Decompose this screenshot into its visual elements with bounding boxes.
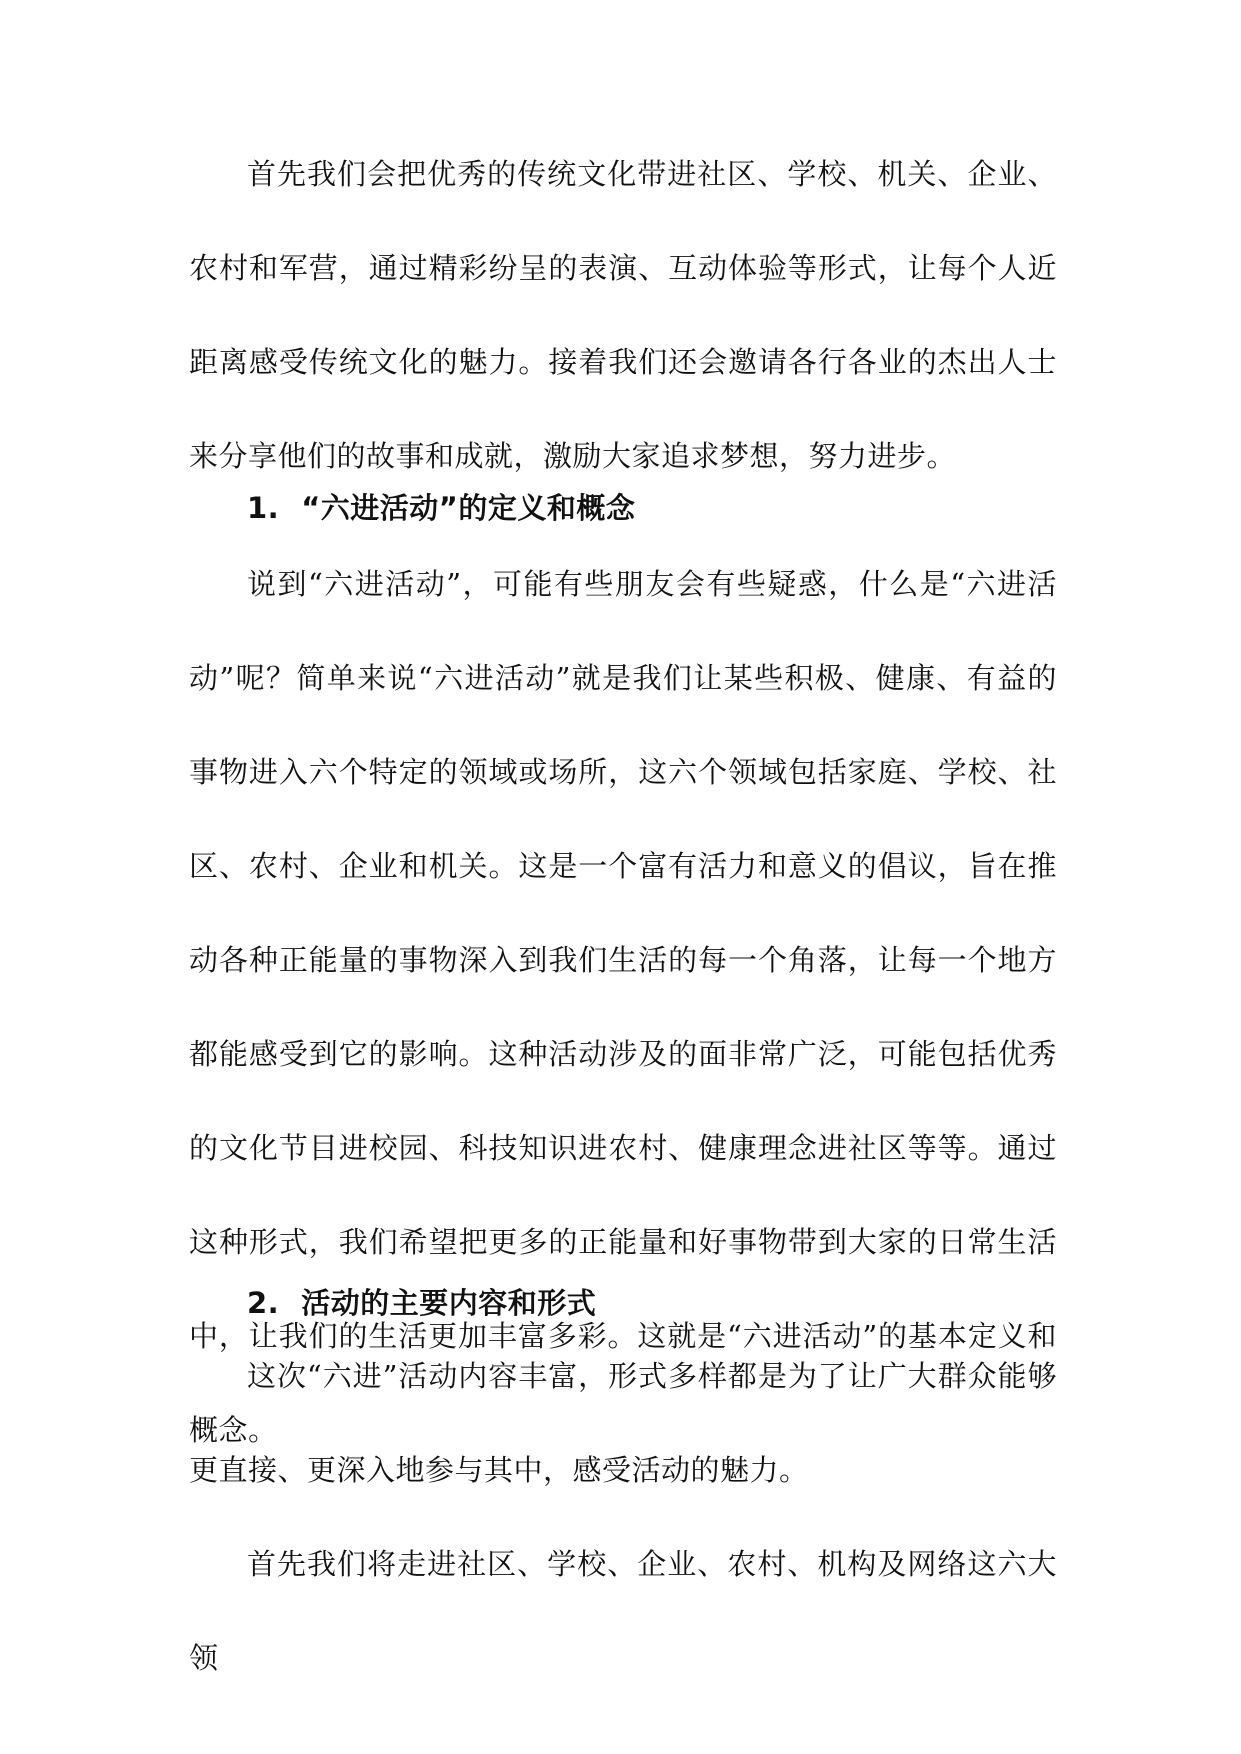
definition-paragraph: 说到“六进活动”，可能有些朋友会有些疑惑，什么是“六进活动”呢？简单来说“六进活动”就是我们让某些积极、健康、有益的事物进入六个特定的领域或场所，这六个领域包括家庭、学校、社区、农村、企业和机关。这是一个富有活力和意义的倡议，旨在推动各种正能量的事物深入到我们生活的每一个角落，让每一个地方都能感受到它的影响。这种活动涉及的面非常广泛，可能包括优秀的文化节目进校园、科技知识进农村、健康理念进社区等等。通过这种形式，我们希望把更多的正能量和好事物带到大家的日常生活中，让我们的生活更加丰富多彩。这就是“六进活动”的基本定义和概念。 <box>189 567 1057 1447</box>
content-paragraph-continued: 首先我们将走进社区、学校、企业、农村、机构及网络这六大领 <box>189 1547 1057 1675</box>
section-2-title: 活动的主要内容和形式 <box>301 1286 597 1320</box>
section-2-heading <box>247 1283 596 1323</box>
section-1-title: “六进活动”的定义和概念 <box>301 491 636 525</box>
content-paragraph: 这次“六进”活动内容丰富，形式多样都是为了让广大群众能够更直接、更深入地参与其中，感受活动的魅力。 <box>189 1359 1057 1487</box>
section-1-heading <box>247 488 635 528</box>
intro-paragraph: 首先我们会把优秀的传统文化带进社区、学校、机关、企业、农村和军营，通过精彩纷呈的表演、互动体验等形式，让每个人近距离感受传统文化的魅力。接着我们还会邀请各行各业的杰出人士来分享他们的故事和成就，激励大家追求梦想，努力进步。 <box>189 157 1057 473</box>
section-1-number: 1. <box>247 491 280 525</box>
section-2-number: 2. <box>247 1286 280 1320</box>
